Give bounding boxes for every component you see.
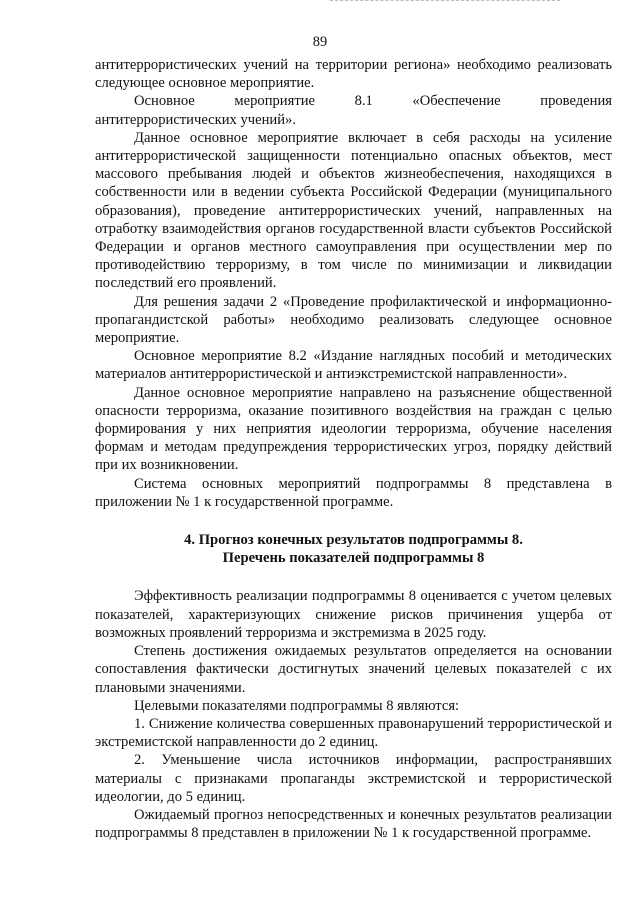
- paragraph-12: 2. Уменьшение числа источников информации, распространявших материалы с признаками пропаганды экстремистской и террористической идеологии, до 5 единиц.: [95, 752, 612, 805]
- paragraph-10: Целевыми показателями подпрограммы 8 являются:: [134, 697, 460, 714]
- paragraph-6: Данное основное мероприятие направлено на разъяснение общественной опасности терроризма, оказание позитивного воздействия на граждан с целью формирования у них неприятия идеологии терроризма, обучение населения формам и методам предупреждения террористических угроз, порядку действий при их возникновении.: [95, 384, 612, 474]
- paragraph-11: 1. Снижение количества совершенных правонарушений террористической и экстремистской направленности до 2 единиц.: [95, 715, 612, 751]
- paragraph-2: Основное мероприятие 8.1 «Обеспечение проведения антитеррористических учений».: [95, 93, 612, 128]
- section-heading-line-2: Перечень показателей подпрограммы 8: [222, 550, 485, 567]
- page-number: 89: [312, 34, 328, 50]
- paragraph-9: Степень достижения ожидаемых результатов определяется на основании сопоставления фактически достигнутых значений целевых показателей с их плановыми значениями.: [95, 643, 612, 696]
- section-heading: [95, 531, 612, 567]
- paragraph-3: Данное основное мероприятие включает в себя расходы на усиление антитеррористической защищенности потенциально опасных объектов, мест массового пребывания людей и объектов жизнеобеспечения, находящихся в собственности или в ведении субъекта Российской Федерации (муниципального образования), проведение антитеррористических учений, направленных на отработку взаимодействия органов государственной власти субъектов Российской Федерации и органов местного самоуправления при осуществлении мер по противодействию терроризму, в том числе по минимизации и ликвидации последствий его проявлений.: [95, 129, 612, 292]
- section-heading-line-1: 4. Прогноз конечных результатов подпрограммы 8.: [184, 532, 523, 549]
- paragraph-5: Основное мероприятие 8.2 «Издание наглядных пособий и методических материалов антитеррористической и антиэкстремистской направленности».: [95, 348, 612, 383]
- paragraph-4: Для решения задачи 2 «Проведение профилактической и информационно-пропагандистской работы» необходимо реализовать следующее основное мероприятие.: [95, 293, 612, 347]
- paragraph-1: антитеррористических учений на территории региона» необходимо реализовать следующее основное мероприятие.: [95, 57, 612, 92]
- paragraph-7: Система основных мероприятий подпрограммы 8 представлена в приложении № 1 к государственной программе.: [95, 475, 612, 510]
- paragraph-8: Эффективность реализации подпрограммы 8 оценивается с учетом целевых показателей, характеризующих снижение рисков причинения ущерба от возможных проявлений терроризма и экстремизма в 2025 году.: [95, 588, 612, 641]
- scan-artifact-line: [330, 0, 560, 4]
- document-body: [95, 56, 612, 842]
- paragraph-13: Ожидаемый прогноз непосредственных и конечных результатов реализации подпрограммы 8 представлен в приложении № 1 к государственной программе.: [95, 806, 612, 842]
